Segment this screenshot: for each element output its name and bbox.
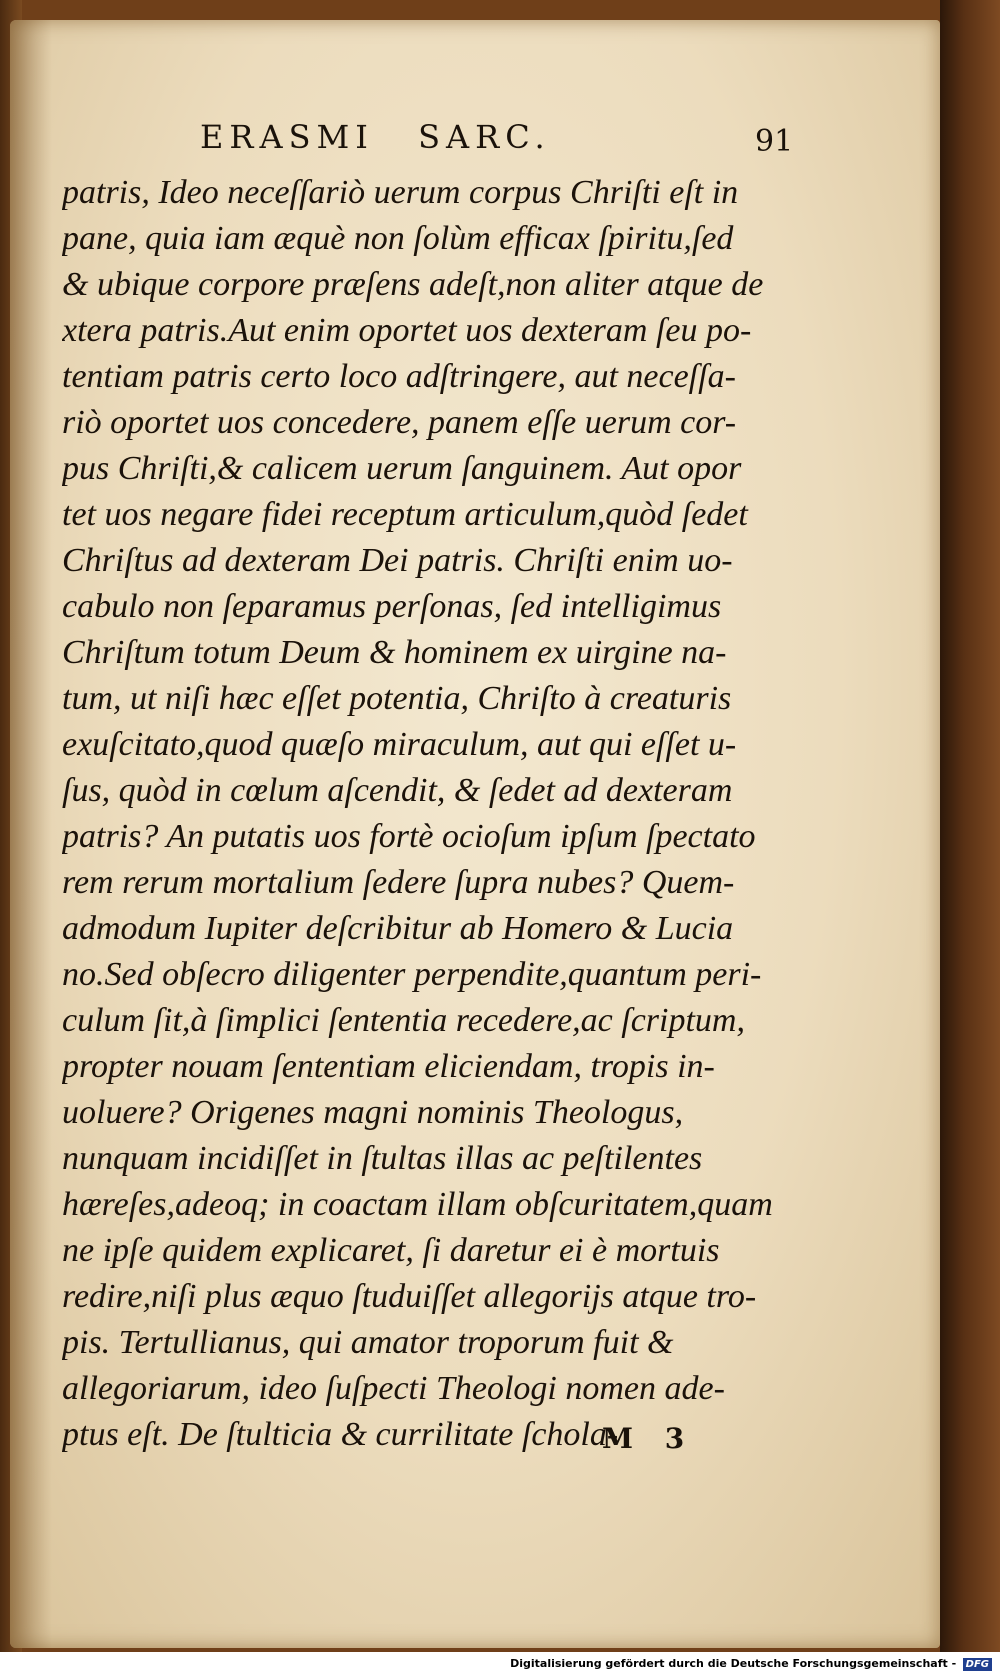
text-line: patris? An putatis uos fortè ocioſum ipſum ſpectato	[62, 818, 756, 855]
text-line: pis. Tertullianus, qui amator troporum fuit &	[62, 1324, 674, 1361]
text-line: cabulo non ſeparamus perſonas, ſed intelligimus	[62, 588, 722, 625]
text-line: admodum Iupiter deſcribitur ab Homero & Lucia	[62, 910, 734, 947]
text-line: & ubique corpore præſens adeſt,non aliter atque de	[62, 266, 764, 303]
dfg-logo: DFG	[963, 1658, 992, 1671]
running-head: ERASMI SARC.	[200, 118, 551, 156]
text-line: rem rerum mortalium ſedere ſupra nubes? Quem-	[62, 864, 735, 901]
text-line: culum ſit,à ſimplici ſententia recedere,ac ſcriptum,	[62, 1002, 745, 1039]
book-edge-right	[940, 0, 1000, 1652]
text-line: pane, quia iam æquè non ſolùm efficax ſpiritu,ſed	[62, 220, 734, 257]
text-line: no.Sed obſecro diligenter perpendite,quantum peri-	[62, 956, 762, 993]
signature-mark: M 3	[602, 1422, 685, 1455]
text-line: hæreſes,adeoq; in coactam illam obſcuritatem,quam	[62, 1186, 773, 1223]
footer-credit: Digitalisierung gefördert durch die Deutsche Forschungsgemeinschaft -	[510, 1657, 957, 1670]
text-line: Chriſtum totum Deum & hominem ex uirgine na-	[62, 634, 727, 671]
text-line: tum, ut niſi hæc eſſet potentia, Chriſto à creaturis	[62, 680, 732, 717]
text-line: xtera patris.Aut enim oportet uos dexteram ſeu po-	[62, 312, 752, 349]
book-page	[10, 20, 940, 1648]
text-line: nunquam incidiſſet in ſtultas illas ac peſtilentes	[62, 1140, 703, 1177]
text-line: Chriſtus ad dexteram Dei patris. Chriſti enim uo-	[62, 542, 733, 579]
text-line: ptus eſt. De ſtulticia & currilitate ſchola-	[62, 1416, 619, 1453]
text-line: allegoriarum, ideo ſuſpecti Theologi nomen ade-	[62, 1370, 725, 1407]
text-line: tentiam patris certo loco adſtringere, aut neceſſa-	[62, 358, 736, 395]
text-line: redire,niſi plus æquo ſtuduiſſet allegorijs atque tro-	[62, 1278, 757, 1315]
body-text	[62, 170, 802, 1458]
text-line: riò oportet uos concedere, panem eſſe uerum cor-	[62, 404, 737, 441]
text-line: pus Chriſti,& calicem uerum ſanguinem. Aut opor	[62, 450, 742, 487]
funding-footer	[0, 1652, 1000, 1676]
text-line: propter nouam ſententiam eliciendam, tropis in-	[62, 1048, 715, 1085]
text-line: ne ipſe quidem explicaret, ſi daretur ei è mortuis	[62, 1232, 720, 1269]
text-line: patris, Ideo neceſſariò uerum corpus Chriſti eſt in	[62, 174, 739, 211]
text-line: exuſcitato,quod quæſo miraculum, aut qui eſſet u-	[62, 726, 737, 763]
page-number: 91	[755, 124, 794, 159]
text-line: ſus, quòd in cœlum aſcendit, & ſedet ad dexteram	[62, 772, 733, 809]
text-line: uoluere? Origenes magni nominis Theologus,	[62, 1094, 684, 1131]
text-line: tet uos negare fidei receptum articulum,quòd ſedet	[62, 496, 748, 533]
